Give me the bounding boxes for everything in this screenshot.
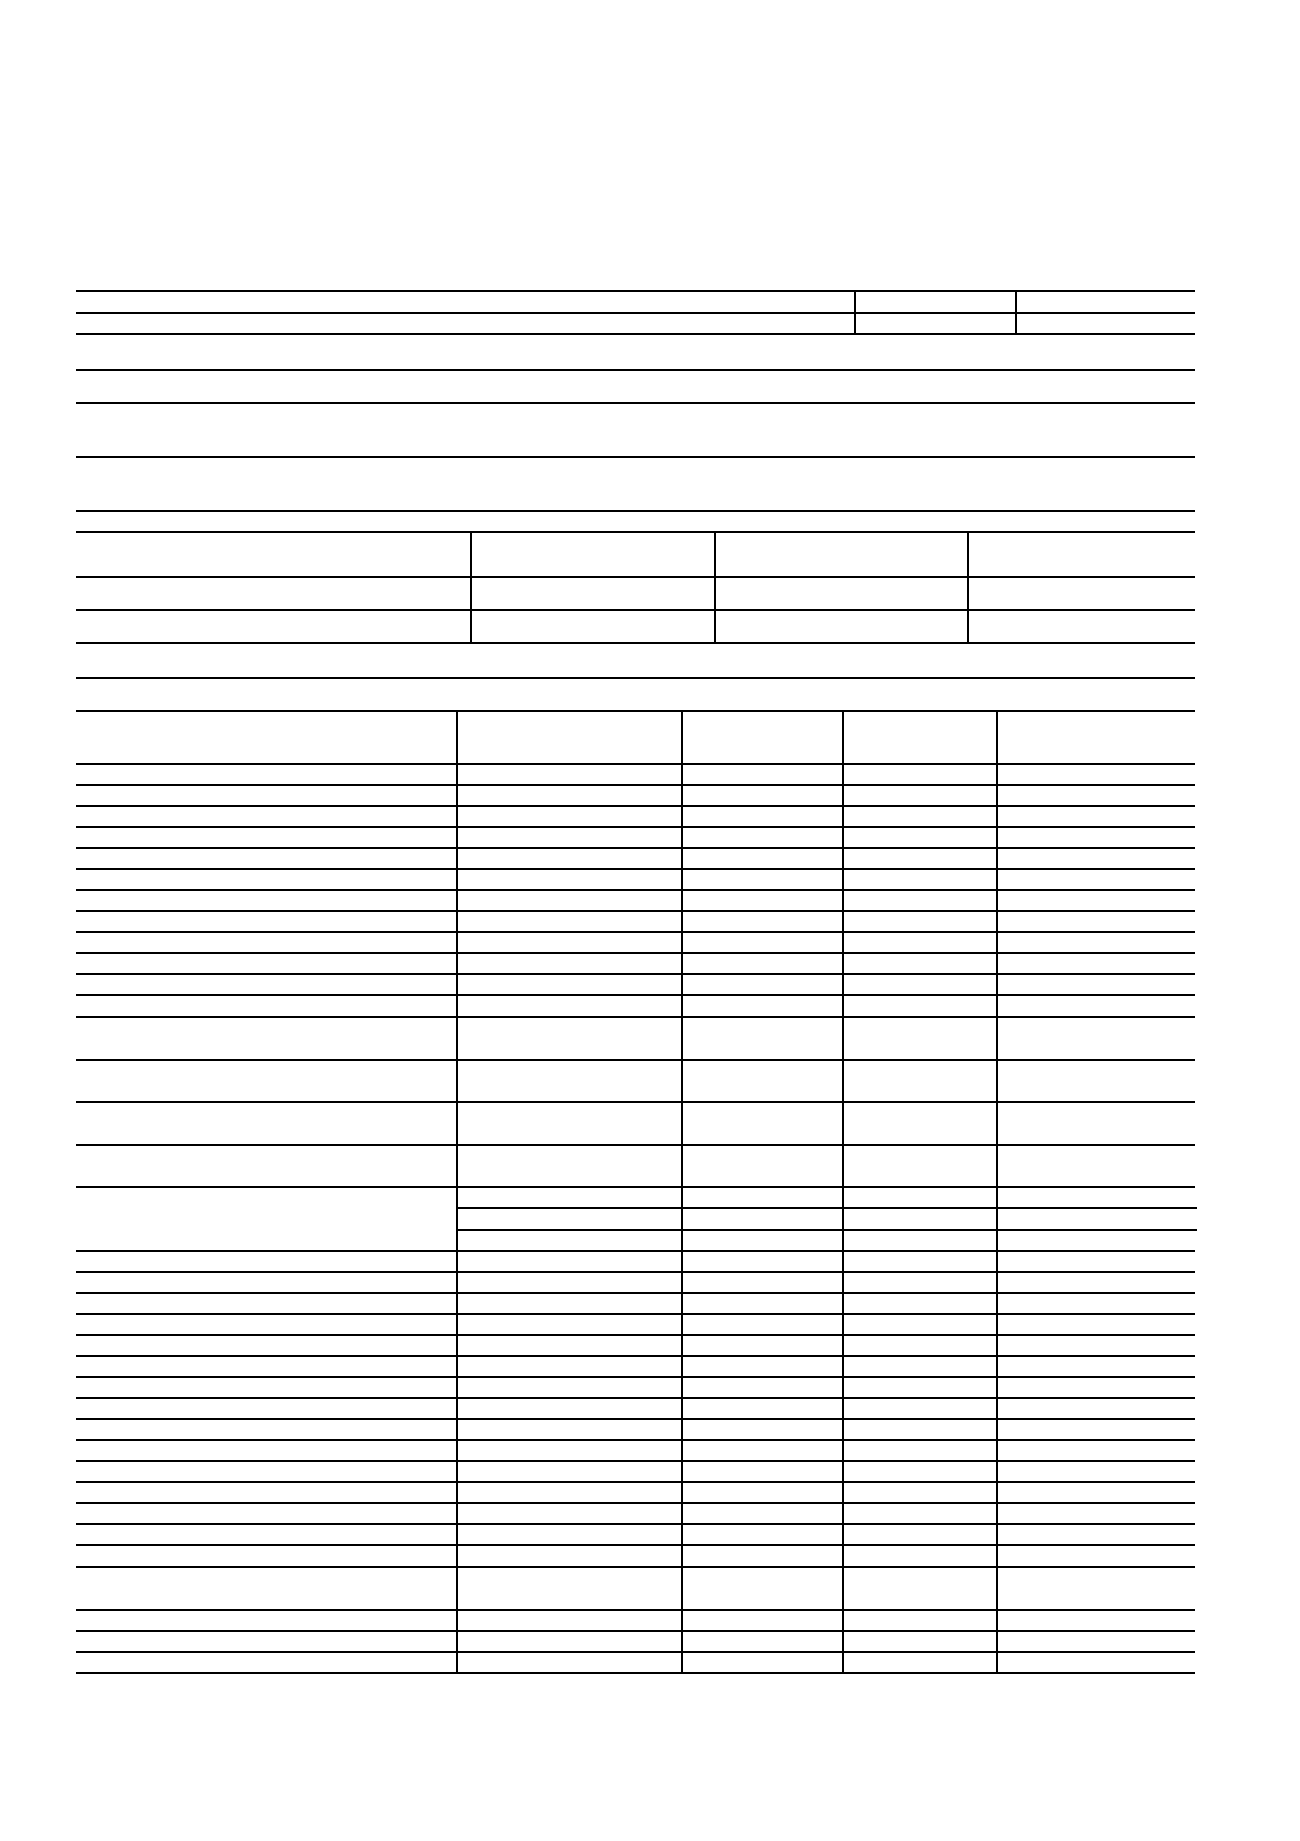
grid-row-line — [76, 1502, 1195, 1504]
header-table-row-line — [76, 290, 1195, 292]
grid-row-line — [76, 1544, 1195, 1546]
field-line — [76, 510, 1195, 512]
grid-subrow-line — [457, 1207, 1197, 1209]
field-line — [76, 456, 1195, 458]
grid-row-line — [76, 1016, 1195, 1018]
grid-row-line — [76, 1672, 1195, 1674]
header-table-row-line — [76, 333, 1195, 335]
grid-row-line — [76, 1334, 1195, 1336]
grid-row-line — [76, 1355, 1195, 1357]
grid-column-line — [996, 711, 998, 1673]
field-line — [76, 677, 1195, 679]
grid-row-line — [76, 868, 1195, 870]
grid-row-line — [76, 1144, 1195, 1146]
field-line — [76, 402, 1195, 404]
grid-row-line — [76, 847, 1195, 849]
grid-row-line — [76, 973, 1195, 975]
header-table-column-line — [1015, 291, 1017, 334]
grid-row-line — [76, 1250, 1195, 1252]
grid-row-line — [76, 1630, 1195, 1632]
grid-row-line — [76, 1523, 1195, 1525]
grid-row-line — [76, 784, 1195, 786]
header-table-row-line — [76, 312, 1195, 314]
grid-row-line — [76, 1481, 1195, 1483]
grid-column-line — [842, 711, 844, 1673]
grid-row-line — [76, 1186, 1195, 1188]
grid-row-line — [76, 1059, 1195, 1061]
grid-row-line — [76, 763, 1195, 765]
grid-row-line — [76, 1651, 1195, 1653]
four-col-table-column-line — [470, 532, 472, 643]
grid-row-line — [76, 1460, 1195, 1462]
four-col-table-column-line — [714, 532, 716, 643]
field-line — [76, 369, 1195, 371]
four-col-table-row-line — [76, 576, 1195, 578]
grid-row-line — [76, 805, 1195, 807]
four-col-table-row-line — [76, 531, 1195, 533]
grid-row-line — [76, 1271, 1195, 1273]
grid-row-line — [76, 1439, 1195, 1441]
four-col-table-row-line — [76, 609, 1195, 611]
grid-column-line — [681, 711, 683, 1673]
grid-row-line — [76, 710, 1195, 712]
grid-row-line — [76, 931, 1195, 933]
grid-row-line — [76, 952, 1195, 954]
grid-subrow-line — [457, 1229, 1197, 1231]
four-col-table-row-line — [76, 642, 1195, 644]
grid-row-line — [76, 1397, 1195, 1399]
grid-row-line — [76, 1376, 1195, 1378]
grid-row-line — [76, 994, 1195, 996]
grid-row-line — [76, 1609, 1195, 1611]
grid-row-line — [76, 910, 1195, 912]
grid-row-line — [76, 1292, 1195, 1294]
grid-row-line — [76, 1313, 1195, 1315]
grid-row-line — [76, 826, 1195, 828]
grid-row-line — [76, 889, 1195, 891]
header-table-column-line — [854, 291, 856, 334]
grid-row-line — [76, 1418, 1195, 1420]
four-col-table-column-line — [967, 532, 969, 643]
grid-column-line — [456, 711, 458, 1673]
grid-row-line — [76, 1566, 1195, 1568]
grid-row-line — [76, 1101, 1195, 1103]
